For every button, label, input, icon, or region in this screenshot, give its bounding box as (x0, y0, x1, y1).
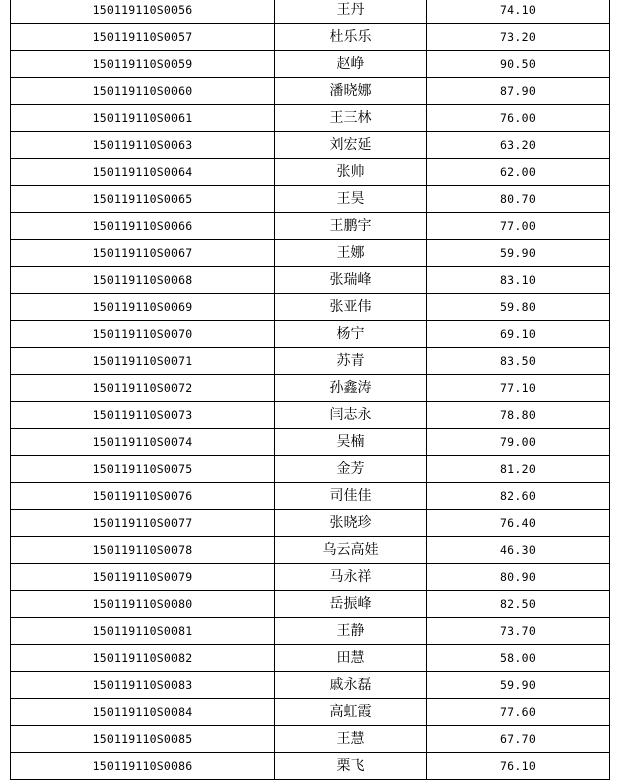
examinee-name-cell: 赵峥 (275, 51, 427, 78)
examinee-id-cell: 150119110S0085 (11, 726, 275, 753)
examinee-score-cell: 74.10 (427, 0, 610, 24)
examinee-id-cell: 150119110S0076 (11, 483, 275, 510)
examinee-id-cell: 150119110S0056 (11, 0, 275, 24)
examinee-id-cell: 150119110S0060 (11, 78, 275, 105)
examinee-id-cell: 150119110S0072 (11, 375, 275, 402)
examinee-name-cell: 高虹霞 (275, 699, 427, 726)
examinee-name-cell: 岳振峰 (275, 591, 427, 618)
examinee-score-cell: 73.70 (427, 618, 610, 645)
table-body (11, 0, 610, 780)
examinee-score-cell: 69.10 (427, 321, 610, 348)
examinee-name-cell: 王静 (275, 618, 427, 645)
examinee-score-cell: 59.90 (427, 240, 610, 267)
examinee-score-cell: 82.50 (427, 591, 610, 618)
examinee-name-cell: 王丹 (275, 0, 427, 24)
table-row (11, 321, 610, 348)
examinee-score-cell: 79.00 (427, 429, 610, 456)
examinee-name-cell: 潘晓娜 (275, 78, 427, 105)
examinee-id-cell: 150119110S0079 (11, 564, 275, 591)
table-row (11, 24, 610, 51)
table-row (11, 510, 610, 537)
examinee-id-cell: 150119110S0080 (11, 591, 275, 618)
examinee-name-cell: 张亚伟 (275, 294, 427, 321)
examinee-name-cell: 田慧 (275, 645, 427, 672)
examinee-name-cell: 张晓珍 (275, 510, 427, 537)
examinee-score-cell: 78.80 (427, 402, 610, 429)
examinee-score-cell: 83.50 (427, 348, 610, 375)
examinee-name-cell: 闫志永 (275, 402, 427, 429)
examinee-score-cell: 58.00 (427, 645, 610, 672)
table-row (11, 753, 610, 780)
table-row (11, 591, 610, 618)
examinee-score-cell: 83.10 (427, 267, 610, 294)
examinee-name-cell: 金芳 (275, 456, 427, 483)
table-row (11, 402, 610, 429)
examinee-name-cell: 司佳佳 (275, 483, 427, 510)
examinee-id-cell: 150119110S0064 (11, 159, 275, 186)
examinee-score-cell: 87.90 (427, 78, 610, 105)
examinee-id-cell: 150119110S0075 (11, 456, 275, 483)
examinee-name-cell: 王三林 (275, 105, 427, 132)
examinee-id-cell: 150119110S0059 (11, 51, 275, 78)
examinee-score-cell: 80.90 (427, 564, 610, 591)
examinee-id-cell: 150119110S0074 (11, 429, 275, 456)
table-row (11, 429, 610, 456)
examinee-name-cell: 杜乐乐 (275, 24, 427, 51)
examinee-score-cell: 59.80 (427, 294, 610, 321)
examinee-id-cell: 150119110S0084 (11, 699, 275, 726)
examinee-name-cell: 王鹏宇 (275, 213, 427, 240)
table-row (11, 240, 610, 267)
table-row (11, 51, 610, 78)
table-row (11, 78, 610, 105)
table-row (11, 618, 610, 645)
examinee-id-cell: 150119110S0065 (11, 186, 275, 213)
examinee-score-cell: 76.00 (427, 105, 610, 132)
examinee-name-cell: 刘宏延 (275, 132, 427, 159)
examinee-id-cell: 150119110S0063 (11, 132, 275, 159)
examinee-name-cell: 孙鑫涛 (275, 375, 427, 402)
table-row (11, 699, 610, 726)
table-row (11, 267, 610, 294)
examinee-id-cell: 150119110S0061 (11, 105, 275, 132)
table-row (11, 456, 610, 483)
examinee-name-cell: 王昊 (275, 186, 427, 213)
examinee-name-cell: 吴楠 (275, 429, 427, 456)
examinee-id-cell: 150119110S0086 (11, 753, 275, 780)
examinee-id-cell: 150119110S0069 (11, 294, 275, 321)
examinee-name-cell: 王娜 (275, 240, 427, 267)
examinee-score-cell: 77.00 (427, 213, 610, 240)
examinee-score-cell: 82.60 (427, 483, 610, 510)
table-row (11, 294, 610, 321)
examinee-score-cell: 59.90 (427, 672, 610, 699)
table-row (11, 672, 610, 699)
examinee-id-cell: 150119110S0071 (11, 348, 275, 375)
examinee-name-cell: 戚永磊 (275, 672, 427, 699)
examinee-id-cell: 150119110S0078 (11, 537, 275, 564)
examinee-score-cell: 62.00 (427, 159, 610, 186)
table-row (11, 105, 610, 132)
examinee-score-cell: 80.70 (427, 186, 610, 213)
examinee-id-cell: 150119110S0066 (11, 213, 275, 240)
examinee-id-cell: 150119110S0068 (11, 267, 275, 294)
examinee-score-cell: 67.70 (427, 726, 610, 753)
examinee-score-cell: 76.10 (427, 753, 610, 780)
examinee-name-cell: 王慧 (275, 726, 427, 753)
examinee-score-cell: 73.20 (427, 24, 610, 51)
examinee-score-cell: 63.20 (427, 132, 610, 159)
examinee-name-cell: 马永祥 (275, 564, 427, 591)
examinee-name-cell: 乌云高娃 (275, 537, 427, 564)
table-row (11, 213, 610, 240)
table-row (11, 564, 610, 591)
table-row (11, 483, 610, 510)
examinee-id-cell: 150119110S0081 (11, 618, 275, 645)
examinee-id-cell: 150119110S0083 (11, 672, 275, 699)
examinee-score-cell: 90.50 (427, 51, 610, 78)
examinee-id-cell: 150119110S0067 (11, 240, 275, 267)
examinee-id-cell: 150119110S0070 (11, 321, 275, 348)
examinee-id-cell: 150119110S0077 (11, 510, 275, 537)
examinee-id-cell: 150119110S0082 (11, 645, 275, 672)
examinee-name-cell: 杨宁 (275, 321, 427, 348)
table-row (11, 726, 610, 753)
examinee-name-cell: 张帅 (275, 159, 427, 186)
examinee-name-cell: 张瑞峰 (275, 267, 427, 294)
examinee-name-cell: 栗飞 (275, 753, 427, 780)
score-table (10, 0, 610, 780)
examinee-score-cell: 46.30 (427, 537, 610, 564)
table-row (11, 375, 610, 402)
table-row (11, 159, 610, 186)
table-row (11, 348, 610, 375)
table-row (11, 186, 610, 213)
examinee-name-cell: 苏青 (275, 348, 427, 375)
examinee-score-cell: 76.40 (427, 510, 610, 537)
table-row (11, 537, 610, 564)
examinee-id-cell: 150119110S0057 (11, 24, 275, 51)
table-row (11, 645, 610, 672)
examinee-id-cell: 150119110S0073 (11, 402, 275, 429)
examinee-score-cell: 81.20 (427, 456, 610, 483)
examinee-score-cell: 77.60 (427, 699, 610, 726)
table-row (11, 132, 610, 159)
table-row (11, 0, 610, 24)
examinee-score-cell: 77.10 (427, 375, 610, 402)
